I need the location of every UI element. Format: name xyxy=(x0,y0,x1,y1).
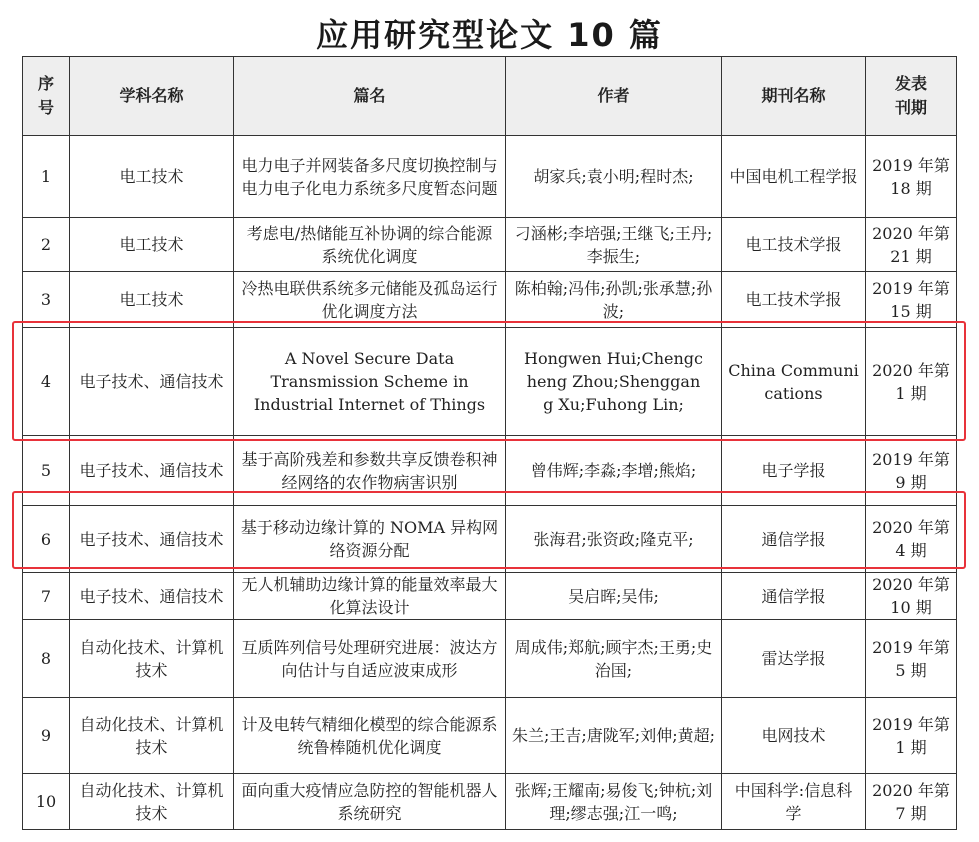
cell-journal: 雷达学报 xyxy=(722,620,866,698)
cell-no: 10 xyxy=(23,774,70,830)
cell-subject: 电工技术 xyxy=(70,218,234,272)
cell-subject: 电子技术、通信技术 xyxy=(70,328,234,436)
table-row xyxy=(23,620,957,698)
cell-no: 2 xyxy=(23,218,70,272)
cell-paper: 冷热电联供系统多元储能及孤岛运行优化调度方法 xyxy=(234,272,506,328)
cell-paper: 考虑电/热储能互补协调的综合能源系统优化调度 xyxy=(234,218,506,272)
papers-table xyxy=(22,56,957,830)
cell-no: 3 xyxy=(23,272,70,328)
table-row xyxy=(23,506,957,573)
page-title: 应用研究型论文 10 篇 xyxy=(316,16,663,54)
cell-paper: 互质阵列信号处理研究进展：波达方向估计与自适应波束成形 xyxy=(234,620,506,698)
cell-journal: 通信学报 xyxy=(722,573,866,620)
cell-journal: 中国科学:信息科学 xyxy=(722,774,866,830)
cell-date: 2020 年第 4 期 xyxy=(866,506,957,573)
cell-paper: 无人机辅助边缘计算的能量效率最大化算法设计 xyxy=(234,573,506,620)
cell-authors: 吴启晖;吴伟; xyxy=(506,573,722,620)
cell-no: 7 xyxy=(23,573,70,620)
cell-subject: 自动化技术、计算机技术 xyxy=(70,774,234,830)
cell-date: 2019 年第 9 期 xyxy=(866,436,957,506)
table-row xyxy=(23,698,957,774)
cell-journal: China Communications xyxy=(722,328,866,436)
cell-journal: 电子学报 xyxy=(722,436,866,506)
table-row xyxy=(23,573,957,620)
cell-paper: 面向重大疫情应急防控的智能机器人系统研究 xyxy=(234,774,506,830)
cell-authors: Hongwen Hui;Chengcheng Zhou;Shenggang Xu;Fuhong Lin; xyxy=(506,328,722,436)
header-journal: 期刊名称 xyxy=(722,57,866,136)
cell-no: 4 xyxy=(23,328,70,436)
cell-date: 2019 年第 18 期 xyxy=(866,136,957,218)
cell-paper: A Novel Secure Data Transmission Scheme in Industrial Internet of Things xyxy=(234,328,506,436)
cell-no: 8 xyxy=(23,620,70,698)
cell-journal: 电工技术学报 xyxy=(722,218,866,272)
cell-date: 2019 年第 1 期 xyxy=(866,698,957,774)
header-no: 序号 xyxy=(23,57,70,136)
cell-authors: 朱兰;王吉;唐陇军;刘伸;黄超; xyxy=(506,698,722,774)
cell-paper: 基于移动边缘计算的 NOMA 异构网络资源分配 xyxy=(234,506,506,573)
cell-date: 2020 年第 1 期 xyxy=(866,328,957,436)
cell-date: 2020 年第 7 期 xyxy=(866,774,957,830)
table-row xyxy=(23,218,957,272)
cell-date: 2020 年第 21 期 xyxy=(866,218,957,272)
header-date: 发表刊期 xyxy=(866,57,957,136)
cell-subject: 电工技术 xyxy=(70,272,234,328)
cell-date: 2019 年第 15 期 xyxy=(866,272,957,328)
header-paper: 篇名 xyxy=(234,57,506,136)
cell-subject: 电工技术 xyxy=(70,136,234,218)
cell-paper: 电力电子并网装备多尺度切换控制与电力电子化电力系统多尺度暂态问题 xyxy=(234,136,506,218)
cell-journal: 中国电机工程学报 xyxy=(722,136,866,218)
cell-paper: 基于高阶残差和参数共享反馈卷积神经网络的农作物病害识别 xyxy=(234,436,506,506)
cell-no: 1 xyxy=(23,136,70,218)
cell-subject: 电子技术、通信技术 xyxy=(70,573,234,620)
header-authors: 作者 xyxy=(506,57,722,136)
cell-authors: 陈柏翰;冯伟;孙凯;张承慧;孙波; xyxy=(506,272,722,328)
cell-no: 9 xyxy=(23,698,70,774)
cell-paper: 计及电转气精细化模型的综合能源系统鲁棒随机优化调度 xyxy=(234,698,506,774)
cell-subject: 电子技术、通信技术 xyxy=(70,436,234,506)
cell-authors: 周成伟;郑航;顾宇杰;王勇;史治国; xyxy=(506,620,722,698)
cell-subject: 自动化技术、计算机技术 xyxy=(70,698,234,774)
header-row xyxy=(23,57,957,136)
table-row xyxy=(23,774,957,830)
table-row xyxy=(23,436,957,506)
cell-authors: 刁涵彬;李培强;王继飞;王丹;李振生; xyxy=(506,218,722,272)
cell-no: 5 xyxy=(23,436,70,506)
table-row xyxy=(23,328,957,436)
cell-no: 6 xyxy=(23,506,70,573)
cell-journal: 电工技术学报 xyxy=(722,272,866,328)
header-subject: 学科名称 xyxy=(70,57,234,136)
cell-subject: 自动化技术、计算机技术 xyxy=(70,620,234,698)
cell-journal: 通信学报 xyxy=(722,506,866,573)
cell-authors: 张辉;王耀南;易俊飞;钟杭;刘理;缪志强;江一鸣; xyxy=(506,774,722,830)
cell-subject: 电子技术、通信技术 xyxy=(70,506,234,573)
cell-date: 2020 年第 10 期 xyxy=(866,573,957,620)
table-row xyxy=(23,136,957,218)
cell-date: 2019 年第 5 期 xyxy=(866,620,957,698)
cell-journal: 电网技术 xyxy=(722,698,866,774)
cell-authors: 张海君;张资政;隆克平; xyxy=(506,506,722,573)
cell-authors: 曾伟辉;李淼;李增;熊焰; xyxy=(506,436,722,506)
table-row xyxy=(23,272,957,328)
cell-authors: 胡家兵;袁小明;程时杰; xyxy=(506,136,722,218)
